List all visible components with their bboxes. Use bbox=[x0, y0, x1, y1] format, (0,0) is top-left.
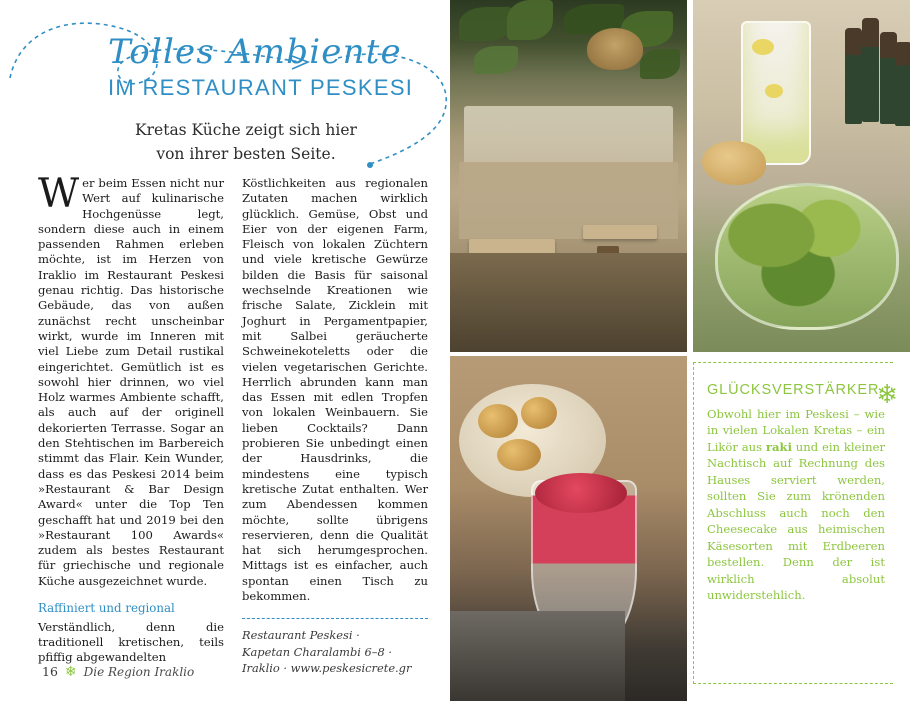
standfirst bbox=[40, 119, 440, 166]
paragraph-col2-1: Köstlichkeiten aus regionalen Zutaten machen wirklich glücklich. Gemüse, Obst und Eier von der eigenen Farm, Fleisch von lokalen Züchtern und viele kretische Gewürze bilden die Basis für saisonal wechselnde Kreationen wie frische Salate, Zicklein mit Joghurt in Pergamentpapier, mit Salbei geräucherte Schweinekoteletts oder die vielen vegetarischen Gerichte. Herrlich abrunden kann man das Essen mit edlen Tropfen von lokalen Weinbauern. Sie lieben Cocktails? Dann probieren Sie unbedingt einen der Hausdrinks, die mindestens eine typisch kretische Zutat enthalten. Wer zum Abendessen kommen möchte, sollte übrigens reservieren, denn die Qualität hat sich herumgesprochen. Mittags ist es einfacher, auch spontan einen Tisch zu bekommen. bbox=[242, 176, 428, 604]
address-line-2: Kapetan Charalambi 6–8 · bbox=[242, 644, 392, 659]
lemonade-and-salad-photo bbox=[693, 0, 910, 352]
dashed-divider bbox=[242, 618, 428, 619]
tip-text-highlight: raki bbox=[765, 439, 792, 454]
tip-text-part-1: Obwohl hier im Peskesi – wie in vielen Lokalen Kretas – ein Likör aus bbox=[707, 407, 885, 454]
dessert-table-photo bbox=[450, 356, 687, 701]
tip-text-part-2: und ein kleiner Nachtisch auf Rechnung des Hauses serviert werden, sollten Sie zum krönenden Abschluss auch noch den Cheesecake aus heimischen Käsesorten mit Erdbeeren bestellen. Denn der ist wirklich absolut unwiderstehlich. bbox=[707, 439, 885, 602]
page-subtitle: IM RESTAURANT PESKESI bbox=[108, 75, 414, 101]
clover-icon: ❄ bbox=[64, 663, 77, 680]
tip-box-title: GLÜCKSVERSTÄRKER bbox=[707, 382, 880, 398]
standfirst-line-1: Kretas Küche zeigt sich hier bbox=[135, 121, 357, 140]
article-columns bbox=[38, 171, 428, 676]
folio bbox=[42, 664, 194, 679]
paragraph-col1-2: Verständlich, denn die traditionell kretischen, teils pfiffig abgewandelten bbox=[38, 619, 224, 665]
section-subhead: Raffiniert und regional bbox=[38, 601, 175, 616]
address-line-3: Iraklio · www.peskesicrete.gr bbox=[242, 660, 412, 675]
restaurant-interior-photo bbox=[450, 0, 687, 352]
folio-label: Die Region Iraklio bbox=[83, 664, 195, 679]
clover-icon: ❄ bbox=[876, 380, 898, 409]
drop-cap: W bbox=[38, 171, 80, 217]
column-1 bbox=[38, 171, 224, 676]
paragraph-intro-text: er beim Essen nicht nur Wert auf kulinarische Hochgenüsse legt, sondern diese auch in einem passenden Rahmen erleben möchte, ist im Herzen von Iraklio im Restaurant Peskesi genau richtig. Das historische Gebäude, das von außen zunächst recht unscheinbar wirkt, wurde im Inneren mit viel Liebe zum Detail rustikal eingerichtet. Gemütlich ist es sowohl hier drinnen, wo viel Holz warmes Ambiente schafft, als auch auf der originell dekorierten Terrasse. Sogar an den Stehtischen im Barbereich stimmt das Flair. Kein Wunder, dass es das Peskesi 2014 beim »Restaurant & Bar Design Award« unter die Top Ten geschafft hat und 2019 bei den »Restaurant 100 Awards« zudem als bestes Restaurant für griechische und regionale Küche ausgezeichnet wurde. bbox=[38, 176, 224, 588]
address-line-1: Restaurant Peskesi · bbox=[242, 628, 360, 643]
tip-box-text bbox=[707, 406, 885, 603]
venue-address bbox=[242, 627, 428, 676]
headline-block bbox=[40, 34, 440, 166]
page-number: 16 bbox=[42, 664, 58, 679]
tip-box bbox=[693, 356, 910, 701]
column-2 bbox=[242, 176, 428, 676]
page-title-script: Tolles Ambiente bbox=[108, 32, 402, 72]
standfirst-line-2: von ihrer besten Seite. bbox=[156, 144, 336, 163]
paragraph-intro bbox=[38, 171, 224, 589]
